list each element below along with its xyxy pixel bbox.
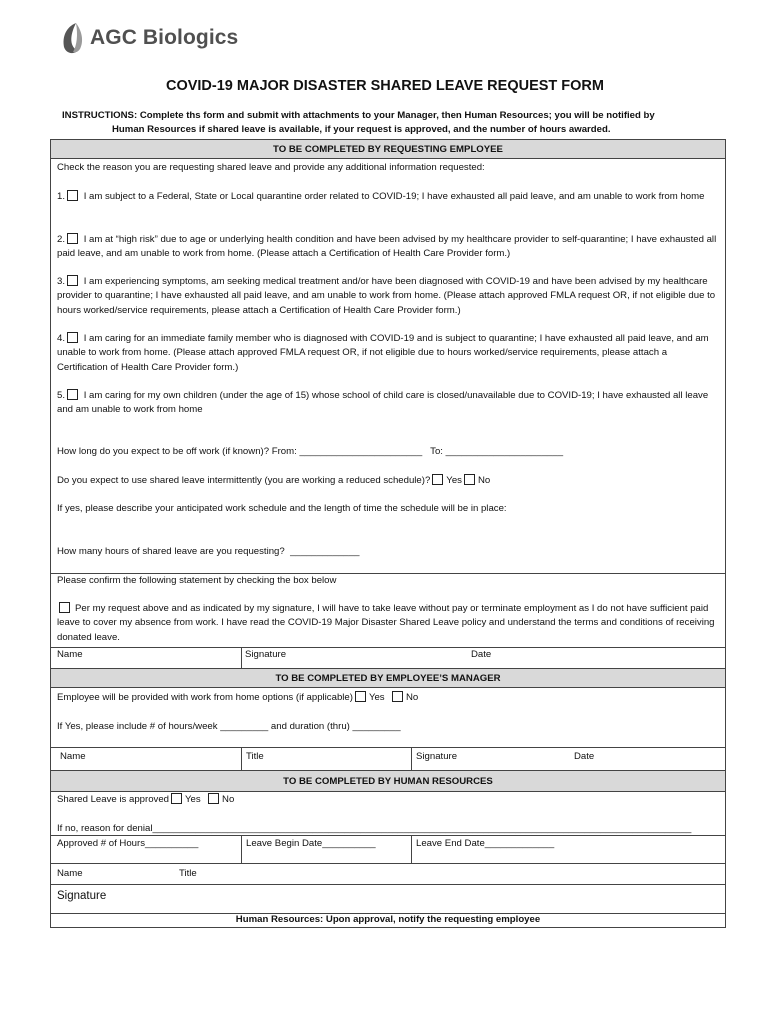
form-title: COVID-19 MAJOR DISASTER SHARED LEAVE REQUEST FORM (165, 78, 604, 94)
wfh-yes-label: Yes (368, 692, 385, 703)
hours-requested-field[interactable]: _____________ (290, 546, 360, 557)
reason-5-text: I am caring for my own children (under the age of 15) whose school of child care is closed/unavailable due to COVID-19; I have exhausted all leave and am unable to work from home (57, 390, 709, 416)
hr-name-label: Name (57, 868, 83, 879)
confirm-checkbox[interactable] (59, 602, 70, 613)
wfh-yes-checkbox[interactable] (355, 691, 366, 702)
employee-date-label: Date (471, 649, 492, 660)
hr-footer-note: Human Resources: Upon approval, notify the requesting employee (235, 914, 541, 925)
intermittent-no-checkbox[interactable] (464, 474, 475, 485)
confirm-statement (57, 602, 717, 645)
duration-label: and duration (thru) (270, 721, 350, 732)
reason-3-checkbox[interactable] (67, 275, 78, 286)
to-label: To: (430, 446, 443, 457)
intermittent-question (57, 474, 490, 488)
divider (51, 884, 725, 885)
reason-3-text: I am experiencing symptoms, am seeking medical treatment and/or have been diagnosed with COVID-19 and have been advised by my healthcare provider to quarantine; I have exhausted all paid leave, and am unable to work from home. (Please attach approved FMLA request OR, if not eligible due to hours worked/service requirements, please attach a Certification of Health Care Provider form.) (57, 276, 716, 316)
duration-field[interactable]: _________ (352, 721, 401, 732)
hr-approval-label: Shared Leave is approved (57, 794, 170, 805)
leave-begin-date-field[interactable]: Leave Begin Date__________ (246, 838, 376, 849)
reason-4-text: I am caring for an immediate family member who is diagnosed with COVID-19 and is subject to quarantine; I have exhausted all paid leave, and am unable to work from home. (Please attach approved FMLA request OR, if not eligible due to hours worked/service requirements, please attach a Certification of Health Care Provider form.) (57, 333, 709, 373)
leave-request-form (50, 139, 726, 928)
manager-title-label: Title (246, 751, 264, 762)
employee-intro: Check the reason you are requesting shared leave and provide any additional information requested: (57, 162, 485, 173)
leave-end-date-field[interactable]: Leave End Date_____________ (416, 838, 555, 849)
hr-signature-label: Signature (57, 890, 107, 902)
divider (51, 863, 725, 864)
reason-1-number: 1. (57, 191, 66, 202)
divider (241, 835, 242, 863)
wfh-no-label: No (405, 692, 419, 703)
divider (411, 835, 412, 863)
reason-2-number: 2. (57, 234, 66, 245)
reason-3 (57, 275, 717, 318)
to-date-field[interactable]: ______________________ (445, 446, 564, 457)
from-date-field[interactable]: _______________________ (299, 446, 423, 457)
manager-date-label: Date (574, 751, 595, 762)
company-logo (60, 20, 238, 56)
reason-1-checkbox[interactable] (67, 190, 78, 201)
intermittent-yes-label: Yes (446, 475, 462, 486)
divider (241, 747, 242, 770)
schedule-description-label: If yes, please describe your anticipated work schedule and the length of time the schedule will be in place: (57, 503, 507, 514)
approved-hours-field[interactable]: Approved # of Hours__________ (57, 838, 199, 849)
divider (411, 747, 412, 770)
wfh-hours-field[interactable]: _________ (220, 721, 269, 732)
instructions-line-2: Human Resources if shared leave is available, if your request is approved, and the number of hours awarded. (112, 124, 611, 135)
intermittent-no-label: No (477, 475, 491, 486)
manager-signature-label: Signature (416, 751, 458, 762)
denial-reason-label: If no, reason for denial (57, 823, 153, 834)
confirm-intro: Please confirm the following statement by checking the box below (57, 575, 337, 586)
wfh-no-checkbox[interactable] (392, 691, 403, 702)
reason-4-number: 4. (57, 333, 66, 344)
confirm-text: Per my request above and as indicated by my signature, I will have to take leave without pay or terminate employment as I do not have sufficient paid leave to cover my absence from work. I have read the COVID-19 Major Disaster Shared Leave policy and understand the terms and conditions of receiving donated leave. (57, 603, 715, 643)
reason-2-text: I am at “high risk” due to age or underlying health condition and have been advised by my healthcare provider to self-quarantine; I have exhausted all paid leave, and am unable to work from home. (Please attach a Certification of Health Care Provider form.) (57, 234, 717, 260)
leaf-icon (60, 21, 86, 55)
reason-1 (57, 190, 717, 204)
off-work-dates (57, 445, 563, 459)
hr-yes-label: Yes (185, 794, 201, 805)
divider (51, 647, 725, 648)
reason-1-text: I am subject to a Federal, State or Local quarantine order related to COVID-19; I have exhausted all paid leave, and am unable to work from home (83, 191, 705, 202)
hr-approval (57, 793, 234, 807)
wfh-hours (57, 720, 401, 734)
reason-4-checkbox[interactable] (67, 332, 78, 343)
reason-5-checkbox[interactable] (67, 389, 78, 400)
hr-no-checkbox[interactable] (208, 793, 219, 804)
wfh-question (57, 691, 418, 705)
divider (51, 747, 725, 748)
intermittent-yes-checkbox[interactable] (432, 474, 443, 485)
employee-signature-label: Signature (245, 649, 287, 660)
reason-4 (57, 332, 717, 375)
instructions (62, 109, 717, 137)
manager-name-label: Name (60, 751, 86, 762)
reason-3-number: 3. (57, 276, 66, 287)
denial-reason-field[interactable]: _____________________________________________________________________________________________________ (152, 823, 692, 834)
hr-no-label: No (222, 794, 235, 805)
hours-requested (57, 545, 359, 559)
intermittent-label: Do you expect to use shared leave intermittently (you are working a reduced schedule)? (57, 475, 431, 486)
reason-5 (57, 389, 717, 418)
hours-requested-label: How many hours of shared leave are you requesting? (57, 546, 285, 557)
instructions-line-1: INSTRUCTIONS: Complete ths form and submit with attachments to your Manager, then Human Resources; you will be notified by (62, 110, 655, 121)
wfh-label: Employee will be provided with work from home options (if applicable) (57, 692, 353, 703)
reason-2 (57, 233, 717, 262)
logo-text: AGC Biologics (90, 26, 239, 49)
manager-section-header: TO BE COMPLETED BY EMPLOYEE’S MANAGER (51, 668, 725, 688)
wfh-hours-label: If Yes, please include # of hours/week (57, 721, 218, 732)
hr-title-label: Title (179, 868, 197, 879)
reason-2-checkbox[interactable] (67, 233, 78, 244)
off-work-label: How long do you expect to be off work (if known)? From: (57, 446, 297, 457)
employee-name-label: Name (57, 649, 83, 660)
reason-5-number: 5. (57, 390, 66, 401)
employee-section-header: TO BE COMPLETED BY REQUESTING EMPLOYEE (51, 139, 725, 159)
hr-section-header: TO BE COMPLETED BY HUMAN RESOURCES (51, 770, 725, 792)
hr-yes-checkbox[interactable] (171, 793, 182, 804)
divider (241, 647, 242, 668)
divider (51, 835, 725, 836)
